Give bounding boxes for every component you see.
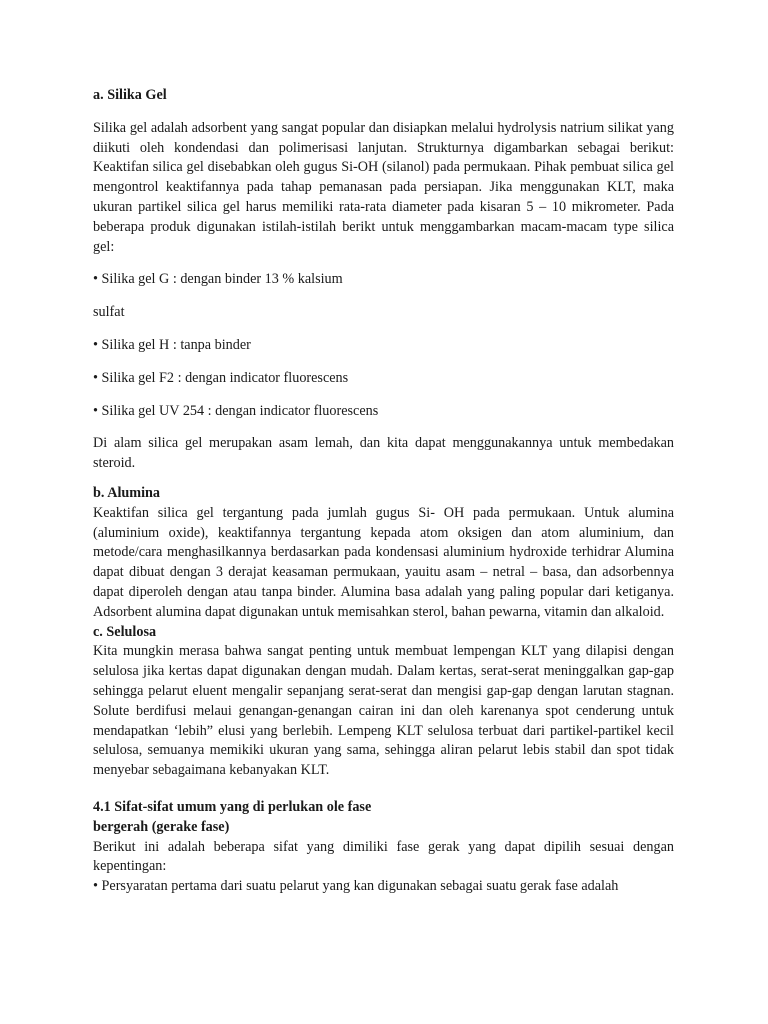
bullet-silika-f2: • Silika gel F2 : dengan indicator fluorescens: [93, 369, 349, 386]
section-41-bullet: • Persyaratan pertama dari suatu pelarut yang kan digunakan sebagai suatu gerak fase adalah: [93, 878, 619, 895]
section-41-heading-line1: 4.1 Sifat-sifat umum yang di perlukan ole fase: [93, 798, 372, 815]
bullet-silika-g: • Silika gel G : dengan binder 13 % kalsium: [93, 271, 343, 288]
section-a-closing: Di alam silica gel merupakan asam lemah, dan kita dapat menggunakannya untuk membedakan steroid.: [93, 435, 674, 472]
bullet-silika-g-continuation: sulfat: [93, 304, 125, 321]
bullet-silika-uv254: • Silika gel UV 254 : dengan indicator fluorescens: [93, 402, 379, 419]
section-c-paragraph: Kita mungkin merasa bahwa sangat penting untuk membuat lempengan KLT yang dilapisi dengan selulosa jika kertas dapat digunakan dengan mudah. Dalam kertas, serat-serat meninggalkan gap-gap sehingga pelarut eluent mengalir sepanjang serat-serat dan mengisi gap-gap dengan larutan stagnan. Solute berdifusi melaui genangan-genangan cairan ini dan oleh karenanya spot cenderung untuk mendapatkan ‘lebih” elusi yang berlebih. Lempeng KLT selulosa terbuat dari partikel-partikel kecil selulosa, semuanya memikiki ukuran yang sama, sehingga aliran pelarut lebis stabil dan spot tidak menyebar sebagaimana kebanyakan KLT.: [93, 643, 674, 779]
section-41-paragraph: Berikut ini adalah beberapa sifat yang dimiliki fase gerak yang dapat dipilih sesuai dengan kepentingan:: [93, 838, 674, 875]
section-41-heading-line2: bergerah (gerake fase): [93, 818, 230, 835]
section-a-heading: a. Silika Gel: [93, 87, 167, 103]
document-page: [93, 86, 674, 897]
section-b-paragraph: Keaktifan silica gel tergantung pada jumlah gugus Si- OH pada permukaan. Untuk alumina (aluminium oxide), keaktifannya tergantung kepada atom oksigen dan atom aluminium, dan metode/cara menghasilkannya berdasarkan pada kondensasi aluminium hydroxide terhidrar Alumina dapat dibuat dengan 3 derajat keasaman permukaan, yauitu asam – netral – basa, dan adsorbennya dapat diperoleh dengan atau tanpa binder. Alumina basa adalah yang paling popular dari ketiganya. Adsorbent alumina dapat digunakan untuk memisahkan sterol, bahan pewarna, vitamin dan alkaloid.: [93, 504, 674, 620]
section-c-heading: c. Selulosa: [93, 623, 157, 640]
section-a-paragraph: Silika gel adalah adsorbent yang sangat popular dan disiapkan melalui hydrolysis natrium silikat yang diikuti oleh kondendasi dan polimerisasi lanjutan. Strukturnya digambarkan sebagai berikut: Keaktifan silica gel disebabkan oleh gugus Si-OH (silanol) pada permukaan. Pihak pembuat silica gel mengontrol keaktifannya pada tahap pemanasan pada persiapan. Jika menggunakan KLT, maka ukuran partikel silica gel harus memiliki rata-rata diameter pada kisaran 5 – 10 mikrometer. Pada beberapa produk digunakan istilah-istilah berikt untuk menggambarkan macam-macam type silica gel:: [93, 119, 674, 255]
bullet-silika-h: • Silika gel H : tanpa binder: [93, 336, 251, 353]
section-b-heading: b. Alumina: [93, 484, 161, 501]
